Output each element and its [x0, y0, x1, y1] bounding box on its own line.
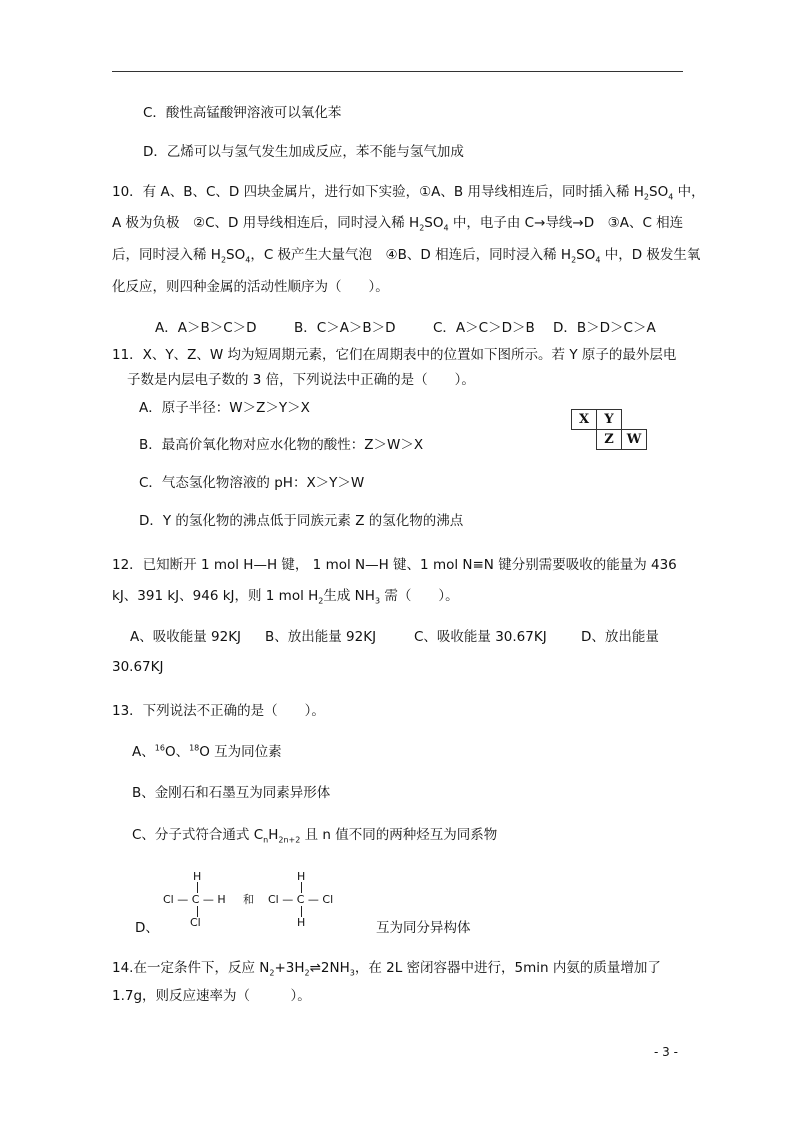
bond-line [197, 882, 198, 893]
grid-cell-z: Z [597, 430, 622, 450]
q11-option-d: D．Y 的氢化物的沸点低于同族元素 Z 的氢化物的沸点 [139, 513, 464, 529]
grid-cell-empty [572, 430, 597, 450]
periodic-position-grid [571, 409, 647, 450]
bond-line [301, 882, 302, 893]
q13-option-b: B、金刚石和石墨互为同素异形体 [132, 785, 331, 801]
q10-line-1: 10．有 A、B、C、D 四块金属片，进行如下实验，①A、B 用导线相连后，同时插入稀 $H_2SO_4$ 中， [112, 184, 705, 202]
q12-option-d-cont: 30.67KJ [112, 659, 164, 675]
q10-option-d: D．B＞D＞C＞A [553, 320, 656, 336]
grid-cell-w: W [622, 430, 647, 450]
header-rule [112, 71, 683, 72]
page-number: - 3 - [654, 1045, 678, 1059]
q10-line-2: A 极为负极 ②C、D 用导线相连后，同时浸入稀 $H_2SO_4$ 中，电子由 C→导线→D ③A、C 相连 [112, 215, 684, 233]
grid-cell-x: X [572, 410, 597, 430]
q10-line-4: 化反应，则四种金属的活动性顺序为（ ）。 [112, 279, 389, 295]
q12-option-d: D、放出能量 [581, 629, 659, 645]
q13-stem: 13．下列说法不正确的是（ ）。 [112, 703, 325, 719]
q12-option-a: A、吸收能量 92KJ [130, 629, 242, 645]
q10-option-c: C．A＞C＞D＞B [433, 320, 535, 336]
q12-option-c: C、吸收能量 30.67KJ [414, 629, 547, 645]
q10-option-b: B．C＞A＞B＞D [294, 320, 396, 336]
q11-line-2: 子数是内层电子数的 3 倍，下列说法中正确的是（ ）。 [127, 372, 475, 388]
q11-option-c: C．气态氢化物溶液的 pH：X＞Y＞W [139, 475, 365, 491]
q9-option-d: D．乙烯可以与氢气发生加成反应，苯不能与氢气加成 [143, 144, 464, 160]
q13-option-d-text: 互为同分异构体 [376, 920, 471, 936]
q10-line-3: 后，同时浸入稀 $H_2SO_4$，C 极产生大量气泡 ④B、D 相连后，同时浸入稀 $H_2SO_4$ 中，D 极发生氧 [112, 247, 701, 265]
q11-option-b: B．最高价氧化物对应水化物的酸性：Z＞W＞X [139, 437, 424, 453]
q10-option-a: A．A＞B＞C＞D [155, 320, 257, 336]
q11-line-1: 11．X、Y、Z、W 均为短周期元素，它们在周期表中的位置如下图所示。若 Y 原子的最外层电 [112, 347, 677, 363]
q13-option-c: C、分子式符合通式 $C_nH_{2n+2}$ 且 n 值不同的两种烃互为同系物 [132, 827, 498, 845]
grid-cell-y: Y [597, 410, 622, 430]
grid-cell-empty [622, 410, 647, 430]
q13-option-d-label: D、 [135, 920, 159, 936]
and-word: 和 [243, 893, 254, 906]
q14-line-2: 1.7g，则反应速率为（ ）。 [112, 988, 311, 1004]
q12-line-1: 12．已知断开 1 mol H—H 键， 1 mol N—H 键、1 mol N≡N 键分别需要吸收的能量为 436 [112, 557, 677, 573]
q9-option-c: C．酸性高锰酸钾溶液可以氧化苯 [143, 105, 342, 121]
q12-line-2: kJ、391 kJ、946 kJ，则 1 mol $H_2$生成 $NH_3$ 需（ ）。 [112, 588, 459, 606]
q14-line-1: 14.在一定条件下，反应 $N_2+3H_2\rightleftharpoons 2NH_3$，在 2L 密闭容器中进行，5min 内氨的质量增加了 [112, 960, 661, 978]
q12-option-b: B、放出能量 92KJ [265, 629, 377, 645]
q11-option-a: A．原子半径：W＞Z＞Y＞X [139, 400, 310, 416]
q13-option-a: A、$^{16}$O、$^{18}$O 互为同位素 [132, 743, 282, 760]
